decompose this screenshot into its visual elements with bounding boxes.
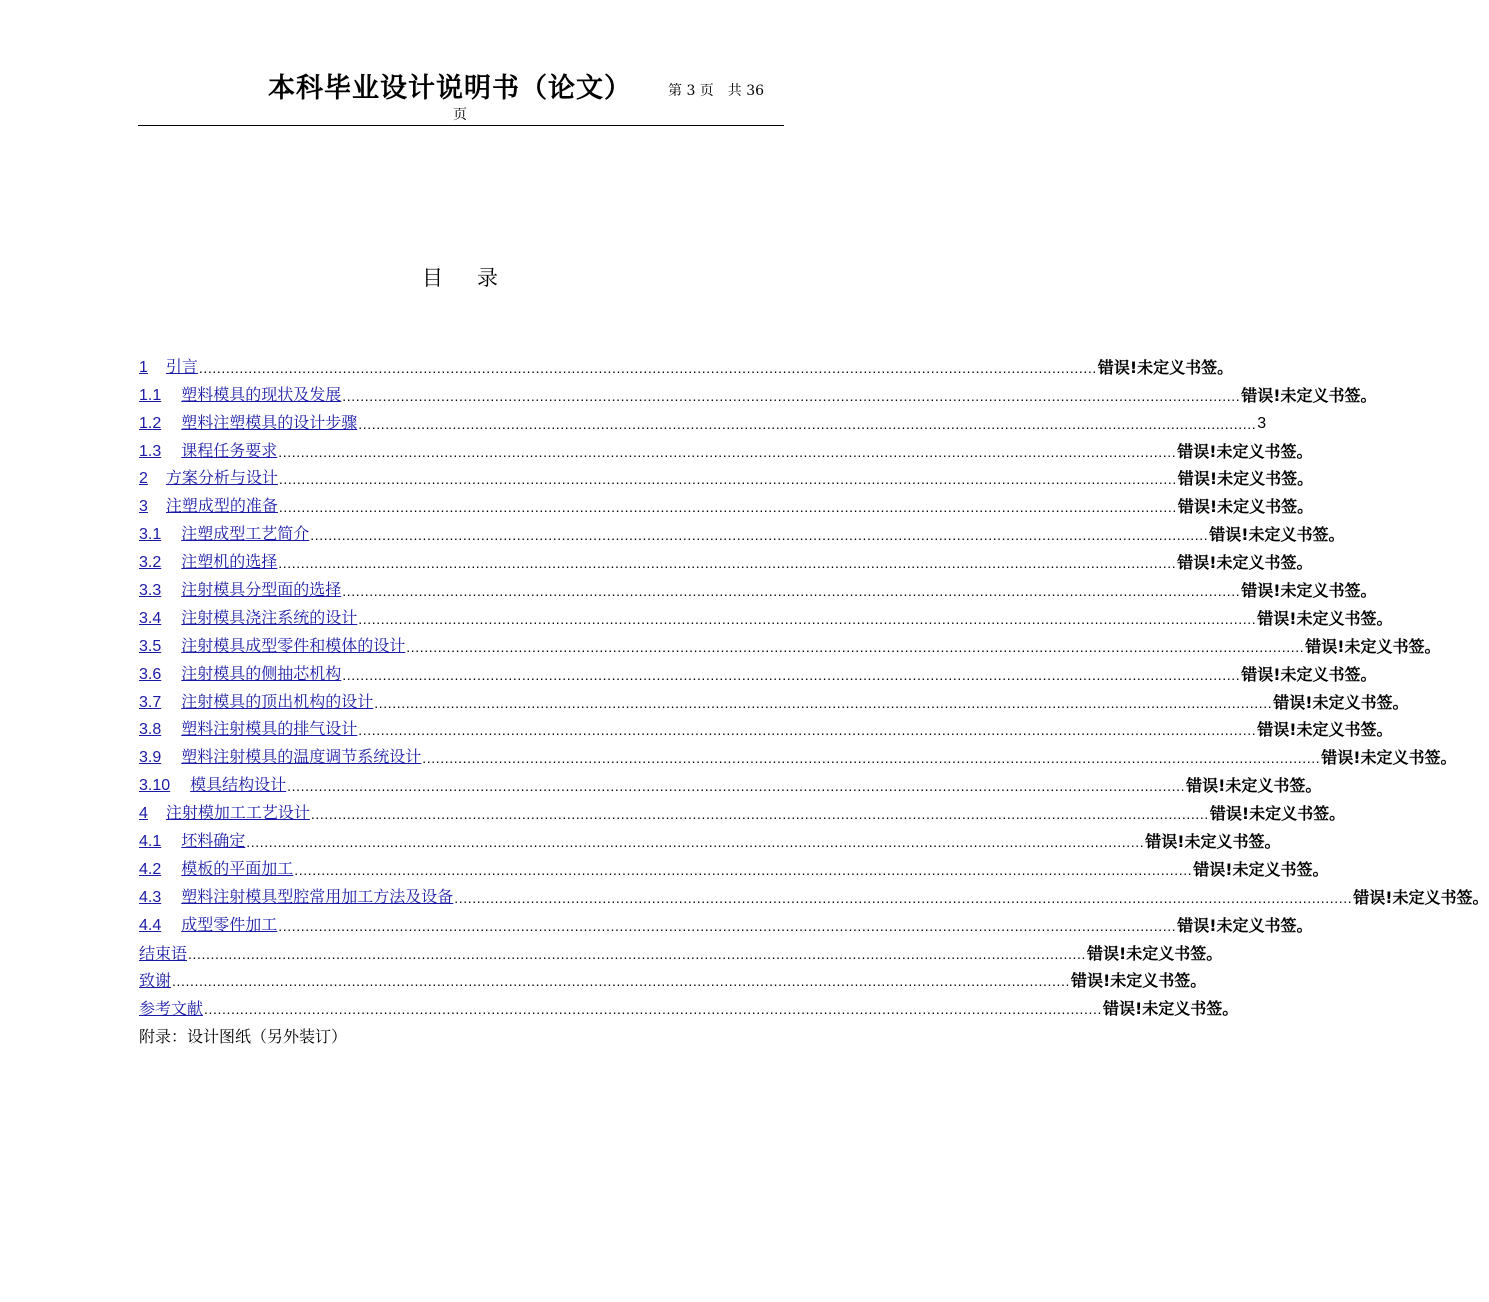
toc-entry-page: 错误!未定义书签。	[1186, 776, 1322, 796]
toc-entry-number: 3.4	[139, 609, 162, 627]
toc-dot-leader: ........................................................................................................................................................................................................	[342, 387, 1241, 404]
toc-entry-label: 塑料模具的现状及发展	[181, 384, 342, 404]
toc-entry-link[interactable]	[139, 859, 293, 880]
toc-heading: 目录	[422, 266, 532, 290]
toc-dot-leader: ........................................................................................................................................................................................................	[278, 555, 1177, 572]
toc-entry	[139, 936, 1223, 964]
toc-dot-leader: ........................................................................................................................................................................................................	[374, 694, 1273, 711]
toc-entry-link[interactable]	[139, 496, 278, 517]
toc-entry-page: 错误!未定义书签。	[1193, 859, 1329, 879]
toc-entry	[139, 434, 1313, 462]
toc-dot-leader: ........................................................................................................................................................................................................	[294, 861, 1193, 878]
toc-entry-label: 注射模具浇注系统的设计	[181, 607, 358, 627]
toc-entry-page: 错误!未定义书签。	[1177, 441, 1313, 461]
toc-entry	[139, 601, 1393, 629]
toc-entry-label: 模具结构设计	[190, 775, 287, 795]
toc-entry-link[interactable]	[139, 999, 203, 1019]
toc-entry-number: 4	[139, 805, 148, 823]
header-divider	[138, 125, 784, 126]
toc-dot-leader: ........................................................................................................................................................................................................	[172, 973, 1070, 990]
page-number: 第 3 页 共 36	[668, 83, 765, 99]
toc-entry	[139, 406, 1267, 434]
toc-entry-number: 1.1	[139, 386, 162, 404]
document-title: 本科毕业设计说明书（论文）	[268, 73, 632, 104]
toc-entry-number: 2	[139, 470, 148, 488]
toc-dot-leader: ........................................................................................................................................................................................................	[188, 945, 1086, 962]
toc-entry-link[interactable]	[139, 719, 357, 740]
toc-entry	[139, 991, 1239, 1019]
toc-entry-label: 塑料注射模具的排气设计	[181, 719, 358, 739]
toc-dot-leader: ........................................................................................................................................................................................................	[287, 778, 1186, 795]
toc-entry	[139, 740, 1457, 768]
toc-entry	[139, 657, 1377, 685]
toc-entry	[139, 908, 1313, 936]
toc-entry	[139, 713, 1393, 741]
toc-entry-label: 课程任务要求	[181, 440, 278, 460]
toc-entry-number: 4.1	[139, 833, 162, 851]
toc-entry-number: 3	[139, 498, 148, 516]
toc-dot-leader: ........................................................................................................................................................................................................	[406, 638, 1305, 655]
toc-entry-label: 模板的平面加工	[181, 858, 294, 878]
toc-entry	[139, 629, 1441, 657]
toc-entry-number: 4.3	[139, 888, 162, 906]
toc-entry-label: 注射模具成型零件和模体的设计	[181, 635, 406, 655]
toc-entry-link[interactable]	[139, 915, 277, 936]
toc-entry	[139, 852, 1329, 880]
toc-entry-page: 错误!未定义书签。	[1241, 581, 1377, 601]
toc-entry-number: 1.2	[139, 414, 162, 432]
toc-dot-leader: ........................................................................................................................................................................................................	[278, 499, 1177, 516]
toc-entry-page: 错误!未定义书签。	[1353, 887, 1489, 907]
toc-dot-leader: ........................................................................................................................................................................................................	[310, 806, 1209, 823]
toc-entry-number: 3.7	[139, 693, 162, 711]
toc-entry-link[interactable]	[139, 831, 245, 852]
toc-dot-leader: ........................................................................................................................................................................................................	[342, 666, 1241, 683]
toc-dot-leader: ........................................................................................................................................................................................................	[454, 889, 1353, 906]
toc-entry-page: 错误!未定义书签。	[1070, 971, 1207, 991]
toc-entry-page: 错误!未定义书签。	[1321, 748, 1457, 768]
toc-entry	[139, 462, 1314, 490]
toc-dot-leader: ........................................................................................................................................................................................................	[310, 527, 1209, 544]
toc-entry-label: 结束语	[139, 943, 188, 963]
toc-entry-number: 1	[139, 358, 148, 376]
toc-entry-page: 错误!未定义书签。	[1209, 525, 1345, 545]
toc-entry-number: 3.5	[139, 637, 162, 655]
toc-entry	[139, 545, 1313, 573]
toc-dot-leader: ........................................................................................................................................................................................................	[342, 583, 1241, 600]
toc-entry-link[interactable]	[139, 944, 187, 964]
toc-dot-leader: ........................................................................................................................................................................................................	[422, 750, 1321, 767]
toc-entry-link[interactable]	[139, 357, 198, 378]
toc-entry	[139, 573, 1377, 601]
toc-entry-page: 错误!未定义书签。	[1257, 720, 1393, 740]
toc-entry-label: 塑料注塑模具的设计步骤	[181, 412, 358, 432]
toc-entry-number: 3.3	[139, 582, 162, 600]
toc-entry-page: 错误!未定义书签。	[1273, 692, 1409, 712]
toc-entry-label: 注射模具分型面的选择	[181, 580, 342, 600]
toc-entry-number: 4.4	[139, 916, 162, 934]
toc-dot-leader: ........................................................................................................................................................................................................	[358, 722, 1257, 739]
toc-dot-leader: ........................................................................................................................................................................................................	[246, 834, 1145, 851]
toc-entry-page: 错误!未定义书签。	[1177, 915, 1313, 935]
toc-dot-leader: ........................................................................................................................................................................................................	[204, 1001, 1102, 1018]
toc-entry-label: 塑料注射模具型腔常用加工方法及设备	[181, 886, 454, 906]
toc-entry-link[interactable]	[139, 580, 341, 601]
toc-entry-number: 3.2	[139, 554, 162, 572]
toc-dot-leader: ........................................................................................................................................................................................................	[278, 443, 1177, 460]
toc-dot-leader: ........................................................................................................................................................................................................	[278, 917, 1177, 934]
toc-entry-number: 3.6	[139, 665, 162, 683]
page-number-wrap: 页	[453, 107, 467, 123]
toc-dot-leader: ........................................................................................................................................................................................................	[358, 415, 1257, 432]
toc-entry-number: 3.8	[139, 721, 162, 739]
toc-entry-number: 4.2	[139, 860, 162, 878]
toc-dot-leader: ........................................................................................................................................................................................................	[358, 610, 1257, 627]
toc-entry-label: 注塑机的选择	[181, 552, 278, 572]
toc-entry-page: 错误!未定义书签。	[1102, 999, 1239, 1019]
toc-entry-label: 注塑成型工艺简介	[181, 524, 310, 544]
toc-entry	[139, 517, 1345, 545]
toc-entry-link[interactable]	[139, 887, 453, 908]
toc-entry-page: 错误!未定义书签。	[1177, 497, 1314, 517]
toc-entry-page: 错误!未定义书签。	[1305, 636, 1441, 656]
toc-entry-label: 引言	[165, 356, 198, 376]
toc-entry-link[interactable]	[139, 971, 171, 991]
toc-entry-label: 成型零件加工	[181, 914, 278, 934]
toc-entry-page: 错误!未定义书签。	[1086, 943, 1223, 963]
toc-appendix-note: 附录：设计图纸（另外装订）	[139, 1027, 348, 1047]
toc-entry	[139, 489, 1314, 517]
toc-entry-number: 3.10	[139, 777, 171, 795]
toc-entry-link[interactable]	[139, 385, 341, 406]
toc-entry-link[interactable]	[139, 552, 277, 573]
toc-entry-label: 参考文献	[139, 999, 204, 1019]
toc-entry	[139, 824, 1281, 852]
toc-entry	[139, 964, 1207, 992]
toc-entry-page: 错误!未定义书签。	[1209, 804, 1346, 824]
toc-entry-link[interactable]	[139, 636, 405, 657]
toc-entry-label: 塑料注射模具的温度调节系统设计	[181, 747, 422, 767]
toc-entry-page: 错误!未定义书签。	[1257, 608, 1393, 628]
toc-entry	[139, 378, 1377, 406]
toc-entry-link[interactable]	[139, 441, 277, 462]
toc-entry-label: 方案分析与设计	[165, 468, 278, 488]
toc-entry-label: 注射模具的顶出机构的设计	[181, 691, 374, 711]
toc-entry-number: 1.3	[139, 442, 162, 460]
toc-entry-number: 3.9	[139, 749, 162, 767]
toc-entry-link[interactable]	[139, 664, 341, 685]
toc-entry-link[interactable]	[139, 775, 286, 796]
toc-entry-number: 3.1	[139, 526, 162, 544]
toc-entry-label: 致谢	[139, 971, 172, 991]
toc-entry-page: 错误!未定义书签。	[1145, 832, 1281, 852]
toc-entry-link[interactable]	[139, 747, 421, 768]
toc-entry-label: 注射模具的侧抽芯机构	[181, 663, 342, 683]
toc-entry	[139, 796, 1346, 824]
toc-entry-page: 错误!未定义书签。	[1241, 385, 1377, 405]
toc-entry-link[interactable]	[139, 468, 278, 489]
toc-entry	[139, 880, 1489, 908]
toc-entry	[139, 685, 1409, 713]
toc-entry-link[interactable]	[139, 413, 357, 434]
toc-dot-leader: ........................................................................................................................................................................................................	[198, 359, 1097, 376]
toc-entry-page: 错误!未定义书签。	[1177, 469, 1314, 489]
toc-entry-page: 错误!未定义书签。	[1241, 664, 1377, 684]
toc-entry-page: 错误!未定义书签。	[1177, 553, 1313, 573]
toc-entry-link[interactable]	[139, 524, 309, 545]
table-of-contents	[139, 350, 1489, 1047]
toc-entry-label: 注塑成型的准备	[165, 496, 278, 516]
toc-entry	[139, 350, 1234, 378]
toc-entry-page: 3	[1257, 414, 1267, 432]
toc-dot-leader: ........................................................................................................................................................................................................	[278, 471, 1177, 488]
toc-entry-link[interactable]	[139, 692, 373, 713]
toc-entry-link[interactable]	[139, 803, 310, 824]
toc-entry-label: 坯料确定	[181, 831, 246, 851]
toc-entry-link[interactable]	[139, 608, 357, 629]
page-header	[0, 0, 920, 130]
toc-entry-label: 注射模加工工艺设计	[165, 803, 310, 823]
toc-entry-page: 错误!未定义书签。	[1097, 357, 1234, 377]
toc-entry	[139, 768, 1322, 796]
